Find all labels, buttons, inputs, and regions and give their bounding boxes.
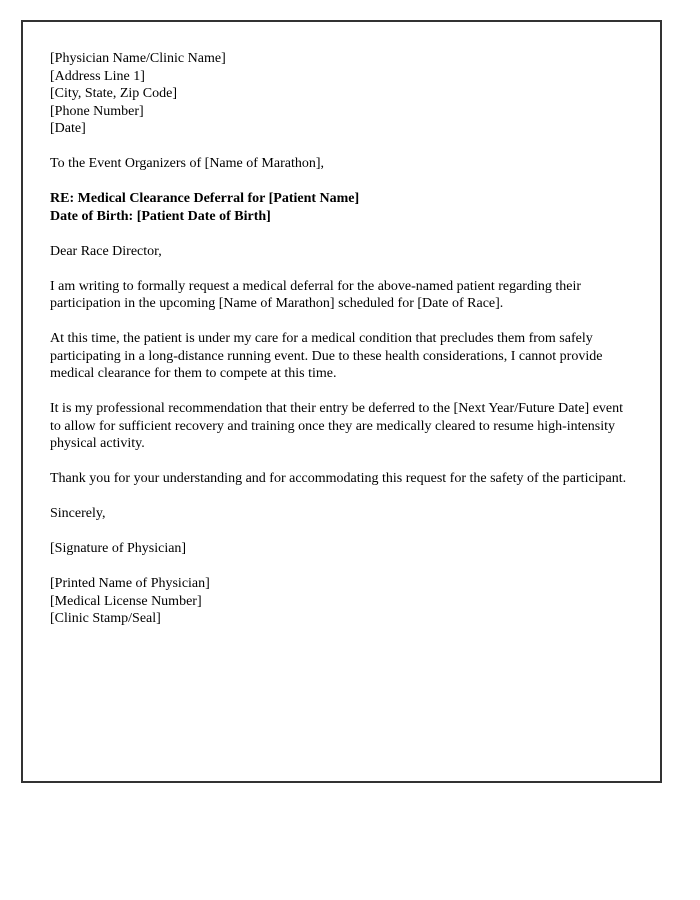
signature-placeholder: [Signature of Physician] xyxy=(50,541,187,556)
sender-address-block xyxy=(50,50,630,138)
sender-phone-line: [Phone Number] xyxy=(50,103,144,119)
body-paragraph-thanks: Thank you for your understanding and for accommodating this request for the safety of the participant. xyxy=(50,471,627,486)
closing-line: Sincerely, xyxy=(50,506,106,521)
body-paragraph-condition: At this time, the patient is under my care for a medical condition that precludes them from safely participating in a long-distance running event. Due to these health considerations, I cannot provide medical clearance for them to compete at this time. xyxy=(50,331,603,381)
body-paragraph-request: I am writing to formally request a medical deferral for the above-named patient regarding their participation in the upcoming [Name of Marathon] scheduled for [Date of Race]. xyxy=(50,278,582,311)
letter-border-frame xyxy=(21,20,662,783)
letter-date-line: [Date] xyxy=(50,121,86,136)
subject-dob-line: Date of Birth: [Patient Date of Birth] xyxy=(50,208,271,224)
sender-address-line: [Address Line 1] xyxy=(50,68,145,84)
sender-name-line: [Physician Name/Clinic Name] xyxy=(50,51,226,66)
recipient-line: To the Event Organizers of [Name of Marathon], xyxy=(50,156,324,171)
signer-stamp-line: [Clinic Stamp/Seal] xyxy=(50,611,161,626)
subject-re-line: RE: Medical Clearance Deferral for [Patient Name] xyxy=(50,191,360,206)
signer-license-line: [Medical License Number] xyxy=(50,593,202,609)
subject-block xyxy=(50,190,630,225)
signer-details-block xyxy=(50,575,630,628)
signer-printed-name-line: [Printed Name of Physician] xyxy=(50,576,210,591)
body-paragraph-recommendation: It is my professional recommendation that their entry be deferred to the [Next Year/Future Date] event to allow for sufficient recovery and training once they are medically cleared to resume high-intensity physical activity. xyxy=(50,401,624,451)
sender-city-line: [City, State, Zip Code] xyxy=(50,86,178,101)
salutation-line: Dear Race Director, xyxy=(50,243,162,259)
